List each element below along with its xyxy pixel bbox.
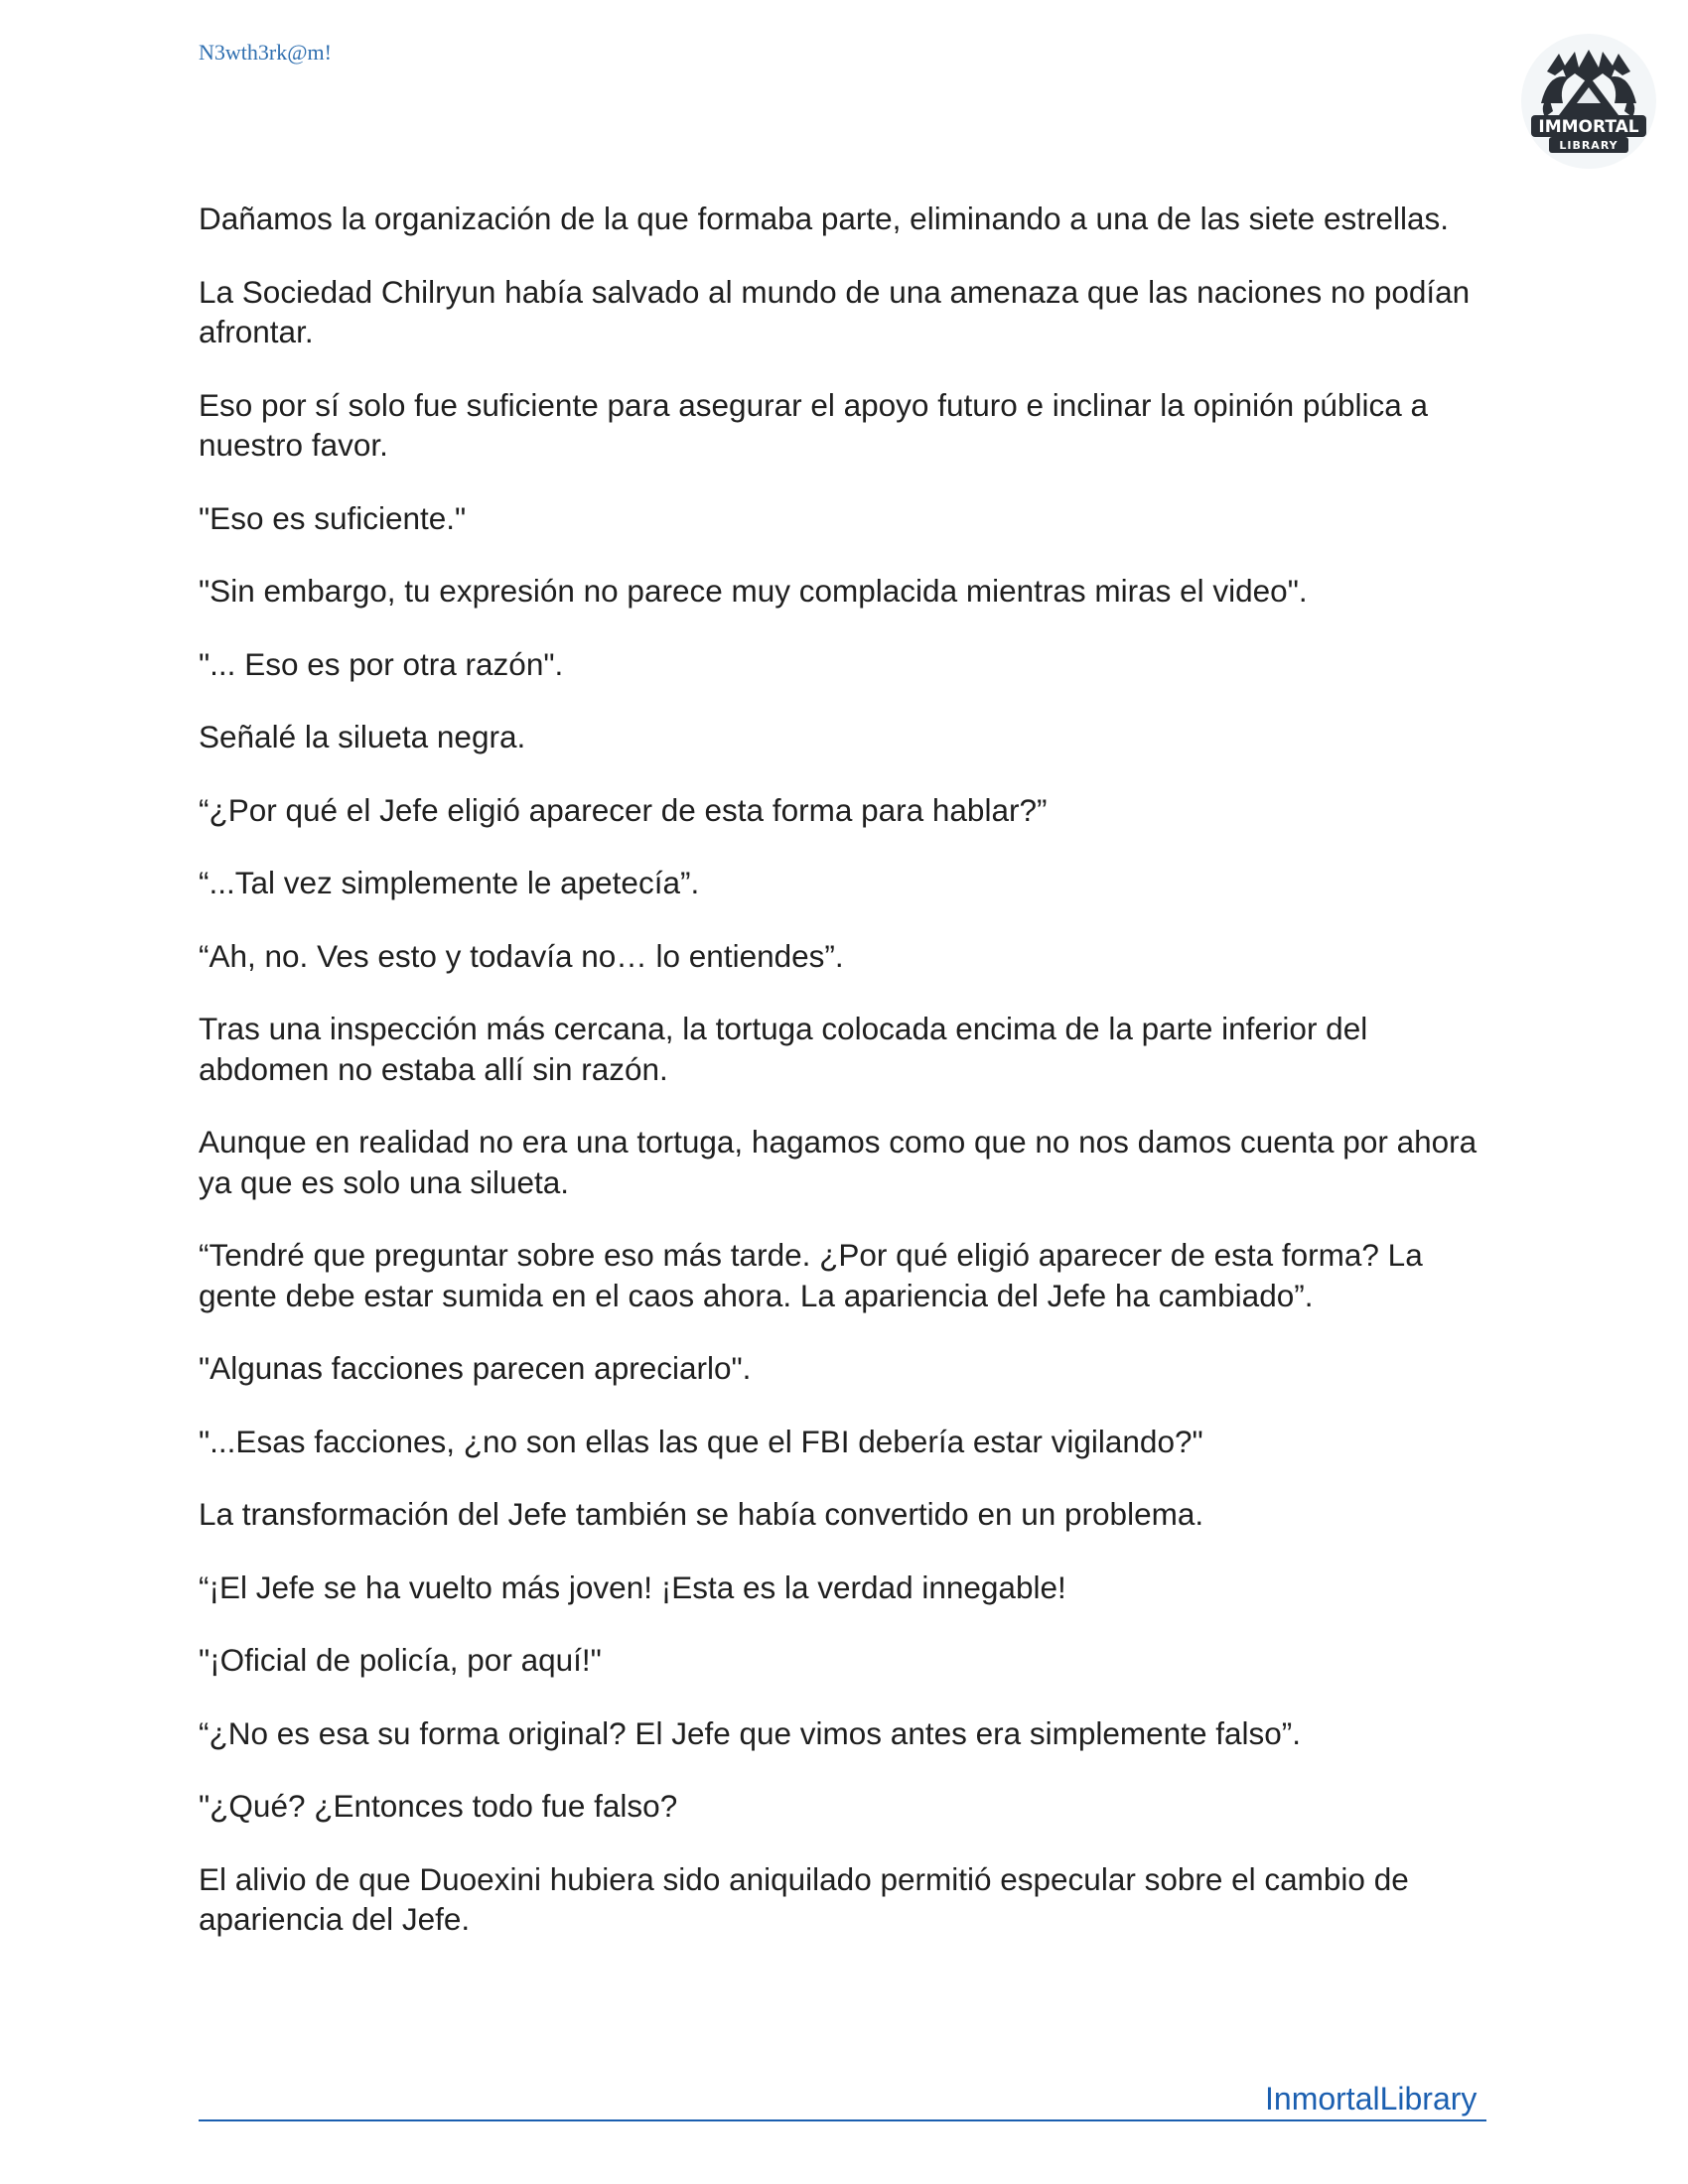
logo-text-line2: LIBRARY <box>1559 139 1618 152</box>
paragraph: La Sociedad Chilryun había salvado al mundo de una amenaza que las naciones no podían afrontar. <box>199 273 1471 349</box>
paragraph: Tras una inspección más cercana, la tortuga colocada encima de la parte inferior del abdomen no estaba allí sin razón. <box>199 1011 1368 1087</box>
paragraph: “¡El Jefe se ha vuelto más joven! ¡Esta es la verdad innegable! <box>199 1569 1066 1605</box>
paragraph: El alivio de que Duoexini hubiera sido aniquilado permitió especular sobre el cambio de apariencia del Jefe. <box>199 1860 1409 1937</box>
paragraph: “¿Por qué el Jefe eligió aparecer de esta forma para hablar?” <box>199 791 1048 828</box>
header-watermark: N3wth3rk@m! <box>199 40 332 65</box>
paragraph: "Eso es suficiente." <box>199 499 467 536</box>
paragraph: "... Eso es por otra razón". <box>199 645 564 682</box>
immortal-library-logo-icon <box>1519 32 1658 171</box>
footer-link-inmortal-library[interactable]: InmortalLibrary <box>1265 2081 1477 2116</box>
paragraph: “Ah, no. Ves esto y todavía no… lo entiendes”. <box>199 937 844 974</box>
paragraph: "Algunas facciones parecen apreciarlo". <box>199 1350 752 1386</box>
paragraph: "¿Qué? ¿Entonces todo fue falso? <box>199 1788 678 1824</box>
paragraph: "¡Oficial de policía, por aquí!" <box>199 1642 602 1678</box>
paragraph: La transformación del Jefe también se había convertido en un problema. <box>199 1496 1204 1532</box>
paragraph: “Tendré que preguntar sobre eso más tarde. ¿Por qué eligió aparecer de esta forma? La gente debe estar sumida en el caos ahora. La apariencia del Jefe ha cambiado”. <box>199 1237 1423 1313</box>
logo-text-line1: IMMORTAL <box>1538 117 1639 137</box>
paragraph: Señalé la silueta negra. <box>199 719 526 754</box>
paragraph: Aunque en realidad no era una tortuga, hagamos como que no nos damos cuenta por ahora ya que es solo una silueta. <box>199 1124 1477 1200</box>
paragraph: Dañamos la organización de la que formaba parte, eliminando a una de las siete estrellas. <box>199 201 1450 236</box>
paragraph: "...Esas facciones, ¿no son ellas las que el FBI debería estar vigilando?" <box>199 1423 1203 1459</box>
paragraph: “¿No es esa su forma original? El Jefe que vimos antes era simplemente falso”. <box>199 1714 1301 1751</box>
paragraph: "Sin embargo, tu expresión no parece muy complacida mientras miras el video". <box>199 573 1308 609</box>
paragraph: Eso por sí solo fue suficiente para asegurar el apoyo futuro e inclinar la opinión pública a nuestro favor. <box>199 386 1429 463</box>
document-body <box>199 199 1489 1973</box>
footer-divider <box>199 2119 1486 2121</box>
paragraph: “...Tal vez simplemente le apetecía”. <box>199 865 700 900</box>
